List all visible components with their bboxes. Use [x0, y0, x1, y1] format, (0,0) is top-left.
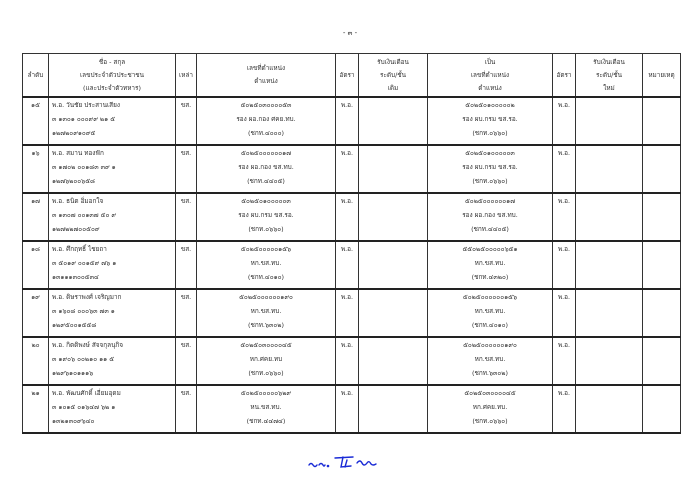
remark-cell	[643, 193, 681, 241]
salary-old-cell	[359, 145, 428, 193]
citizen-id: ๓ ๑๓๐๗ ๐๐๑๓๗ ๕๐ ๙	[52, 211, 117, 219]
order-cell: ๑๙	[23, 289, 49, 337]
salary-new-cell	[576, 241, 643, 289]
salary-old-cell	[359, 193, 428, 241]
table-row	[23, 97, 681, 145]
header-salary-new: รับเงินเดือน ระดับ/ชั้น ใหม่	[576, 54, 643, 98]
position-code: (ชกท.๔๐๐๐)	[248, 129, 284, 137]
position-number: ๕๐๒๕๐๐๐๐๐๖๒๙	[240, 389, 292, 397]
salary-old-cell	[359, 241, 428, 289]
new-position-code: (ชกท.๔๐๑๐)	[471, 321, 509, 329]
position-cell	[197, 337, 336, 385]
salary-new-cell	[576, 145, 643, 193]
header-order: ลำดับ	[23, 54, 49, 98]
military-id: ๑๒๗๒๒๗๐๐๕๐๙	[52, 225, 100, 233]
citizen-id: ๓ ๑๙๐๖ ๐๐๒๑๐ ๑๑ ๕	[52, 355, 115, 363]
position-code: (ชกท.๔๔๗๔)	[246, 417, 286, 425]
name-cell	[49, 385, 176, 433]
person-name: พ.อ. ธนิต อิ่มอกใจ	[52, 197, 104, 205]
new-position-code: (ชกท.๐๖๖๐)	[472, 417, 508, 425]
new-position-title: รอง ผอ.กอง ขส.ทบ.	[462, 211, 518, 219]
order-cell: ๑๕	[23, 97, 49, 145]
new-rate-cell: พ.อ.	[553, 193, 576, 241]
header-row	[23, 54, 681, 98]
new-position-title: รอง ผบ.กรม ขส.รอ.	[462, 163, 518, 171]
position-title: หก.ขส.ทบ.	[250, 307, 282, 315]
position-title: หน.ขส.ทบ.	[250, 403, 282, 411]
position-cell	[197, 145, 336, 193]
new-position-title: หก.ขส.ทบ.	[474, 259, 506, 267]
position-title: หก.ศคย.ทบ	[249, 355, 283, 363]
remark-cell	[643, 145, 681, 193]
signature-icon	[305, 452, 395, 472]
position-title: รอง ผบ.กรม ขส.รอ.	[238, 211, 294, 219]
position-title: หก.ขส.ทบ.	[250, 259, 282, 267]
new-position-code: (ชกท.๔๓๒๐)	[471, 273, 509, 281]
position-cell	[197, 385, 336, 433]
person-name: พ.อ. พัฒนศักดิ์ เอี่ยมอุดม	[52, 389, 121, 397]
table-row	[23, 241, 681, 289]
new-position-cell	[428, 337, 553, 385]
citizen-id: ๓ ๑๗๐๒ ๐๐๑๘๓ ๓๙ ๑	[52, 163, 116, 171]
name-cell	[49, 97, 176, 145]
military-id: ๑๒๙๖๑๐๑๑๑๖	[52, 369, 94, 377]
new-position-number: ๕๐๒๕๐๐๐๐๐๐๑๗	[464, 197, 516, 205]
new-position-cell	[428, 289, 553, 337]
position-title: รอง ผอ.กอง ศคย.ทบ.	[236, 115, 296, 123]
order-cell: ๑๗	[23, 193, 49, 241]
header-corps: เหล่า	[176, 54, 197, 98]
salary-old-cell	[359, 97, 428, 145]
new-position-code: (ชกท.๐๖๖๐)	[472, 129, 508, 137]
new-rate-cell: พ.อ.	[553, 145, 576, 193]
name-cell	[49, 241, 176, 289]
table-row	[23, 289, 681, 337]
rate-cell: พ.อ.	[336, 97, 359, 145]
header-position: เลขที่ตำแหน่ง ตำแหน่ง	[197, 54, 336, 98]
position-number: ๕๐๒๕๐๓๐๐๐๐๔๕	[240, 341, 292, 349]
new-position-cell	[428, 145, 553, 193]
corps-cell: ขส.	[176, 145, 197, 193]
position-number: ๕๐๒๕๐๐๐๐๐๐๑๙๐	[239, 293, 293, 301]
rate-cell: พ.อ.	[336, 145, 359, 193]
new-position-cell	[428, 193, 553, 241]
rate-cell: พ.อ.	[336, 193, 359, 241]
military-id: ๑๒๙๕๐๐๑๕๕๘	[52, 321, 97, 329]
new-rate-cell: พ.อ.	[553, 337, 576, 385]
new-position-number: ๕๐๒๕๐๑๐๐๐๐๐๓	[465, 149, 515, 157]
new-position-code: (ชกท.๐๖๖๐)	[472, 177, 508, 185]
person-name: พ.อ. กิตติพงษ์ สัจจกุลนุกิจ	[52, 341, 124, 349]
new-position-title: รอง ผบ.กรม ขส.รอ.	[462, 115, 518, 123]
military-id: ๑๓๒๑๓๐๙๖๔๐	[52, 417, 95, 425]
new-position-number: ๕๐๒๕๐๐๐๐๐๐๑๕๖	[462, 293, 518, 301]
citizen-id: ๓ ๑๓๐๑ ๐๐๐๙๙ ๒๑ ๕	[52, 115, 116, 123]
header-name: ชื่อ - สกุล เลขประจำตัวประชาชน (และประจำตัวทหาร)	[49, 54, 176, 98]
position-code: (ชกท.๔๐๑๐)	[247, 273, 285, 281]
name-cell	[49, 337, 176, 385]
corps-cell: ขส.	[176, 97, 197, 145]
salary-new-cell	[576, 385, 643, 433]
remark-cell	[643, 97, 681, 145]
military-id: ๑๒๗๒๐๙๑๐๙๕	[52, 129, 96, 137]
header-remark: หมายเหตุ	[643, 54, 681, 98]
corps-cell: ขส.	[176, 385, 197, 433]
corps-cell: ขส.	[176, 337, 197, 385]
name-cell	[49, 289, 176, 337]
person-name: พ.อ. ศึกฤทธิ์ ไชยถา	[52, 245, 107, 253]
order-cell: ๑๘	[23, 241, 49, 289]
salary-old-cell	[359, 385, 428, 433]
position-code: (ชกท.๖๓๐๒)	[248, 321, 284, 329]
rate-cell: พ.อ.	[336, 289, 359, 337]
new-position-title: หก.ศคย.ทบ.	[472, 403, 508, 411]
position-number: ๕๐๒๕๐๓๐๐๐๐๕๓	[240, 101, 292, 109]
new-position-code: (ชกท.๔๔๐๕)	[471, 225, 509, 233]
salary-new-cell	[576, 289, 643, 337]
order-cell: ๒๑	[23, 385, 49, 433]
table-row	[23, 385, 681, 433]
table-row	[23, 193, 681, 241]
new-position-title: หก.ขส.ทบ.	[474, 355, 506, 363]
table-row	[23, 337, 681, 385]
position-code: (ชกท.๐๖๖๐)	[248, 225, 284, 233]
position-number: ๕๐๒๕๐๑๐๐๐๐๐๓	[241, 197, 291, 205]
salary-old-cell	[359, 289, 428, 337]
new-position-cell	[428, 385, 553, 433]
corps-cell: ขส.	[176, 193, 197, 241]
position-cell	[197, 97, 336, 145]
new-position-number: ๕๕๐๒๕๐๐๐๐๐๖๕๑	[462, 245, 518, 253]
position-code: (ชกท.๔๔๐๕)	[247, 177, 285, 185]
order-cell: ๑๖	[23, 145, 49, 193]
header-new-rate: อัตรา	[553, 54, 576, 98]
salary-new-cell	[576, 193, 643, 241]
new-position-number: ๕๐๒๕๐๑๐๐๐๐๐๒	[465, 101, 515, 109]
military-id: ๑๒๗๖๒๐๐๖๕๘	[52, 177, 95, 185]
page-number: - ๓ -	[342, 29, 358, 37]
table-row	[23, 145, 681, 193]
salary-new-cell	[576, 97, 643, 145]
corps-cell: ขส.	[176, 289, 197, 337]
remark-cell	[643, 241, 681, 289]
name-cell	[49, 145, 176, 193]
rate-cell: พ.อ.	[336, 241, 359, 289]
new-rate-cell: พ.อ.	[553, 385, 576, 433]
position-cell	[197, 193, 336, 241]
position-number: ๕๐๒๕๐๐๐๐๐๑๕๖	[240, 245, 292, 253]
order-cell: ๒๐	[23, 337, 49, 385]
citizen-id: ๓ ๑๖๐๘ ๐๐๐๖๓ ๗๓ ๑	[52, 307, 115, 315]
salary-new-cell	[576, 337, 643, 385]
citizen-id: ๓ ๕๐๑๙ ๐๐๑๕๙ ๗๖ ๑	[52, 259, 117, 267]
new-rate-cell: พ.อ.	[553, 289, 576, 337]
personnel-table	[22, 53, 681, 434]
header-salary-old: รับเงินเดือน ระดับ/ชั้น เดิม	[359, 54, 428, 98]
header-rate: อัตรา	[336, 54, 359, 98]
new-position-cell	[428, 241, 553, 289]
corps-cell: ขส.	[176, 241, 197, 289]
remark-cell	[643, 385, 681, 433]
remark-cell	[643, 289, 681, 337]
position-cell	[197, 241, 336, 289]
position-code: (ชกท.๐๖๖๐)	[248, 369, 284, 377]
person-name: พ.อ. วันชัย ประสานเสียง	[52, 101, 120, 109]
salary-old-cell	[359, 337, 428, 385]
remark-cell	[643, 337, 681, 385]
new-rate-cell: พ.อ.	[553, 241, 576, 289]
new-position-code: (ชกท.๖๓๐๒)	[472, 369, 508, 377]
header-new-position: เป็น เลขที่ตำแหน่ง ตำแหน่ง	[428, 54, 553, 98]
new-position-title: หก.ขส.ทบ.	[474, 307, 506, 315]
military-id: ๑๓๑๑๑๓๐๐๕๓๔	[52, 273, 99, 281]
rate-cell: พ.อ.	[336, 337, 359, 385]
new-position-number: ๕๐๒๕๐๓๐๐๐๐๔๕	[464, 389, 516, 397]
rate-cell: พ.อ.	[336, 385, 359, 433]
position-title: รอง ผอ.กอง ขส.ทบ.	[238, 163, 294, 171]
new-position-cell	[428, 97, 553, 145]
name-cell	[49, 193, 176, 241]
new-rate-cell: พ.อ.	[553, 97, 576, 145]
new-position-number: ๕๐๒๕๐๐๐๐๐๐๑๙๐	[463, 341, 517, 349]
citizen-id: ๓ ๑๐๑๕ ๐๑๖๔๗ ๖๒ ๑	[52, 403, 116, 411]
person-name: พ.อ. ดิษราพงศ์ เจริญมาก	[52, 293, 122, 301]
position-number: ๕๐๒๕๐๐๐๐๐๐๑๗	[240, 149, 292, 157]
person-name: พ.อ. สมาน ทองฟัก	[52, 149, 104, 157]
position-cell	[197, 289, 336, 337]
